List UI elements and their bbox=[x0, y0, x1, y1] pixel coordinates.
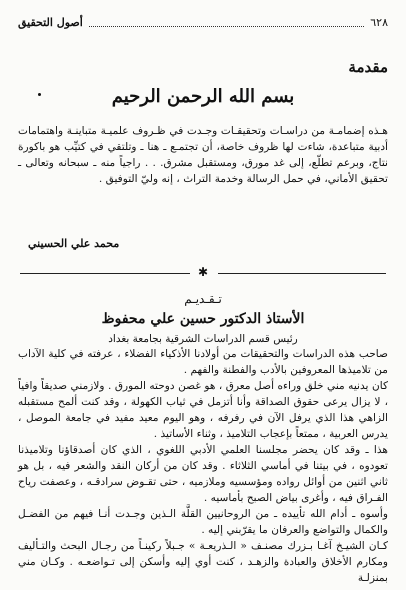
body-paragraph-1: صاحب هذه الدراسات والتحقيقات من أولادنا الأذكياء الفضلاء ، عرفته في كلية الآداب من تلاميذها المعروفين بالأدب والفطنة والفهم . bbox=[18, 348, 388, 376]
basmala: بسم الله الرحمن الرحيم bbox=[111, 86, 295, 107]
foreword-heading bbox=[0, 290, 406, 348]
divider-line-left bbox=[20, 273, 190, 274]
body-paragraph-3: هذا ـ وقد كان يحضر مجلسنا العلمي الأدبي اللغوي ، الذي كان أصدقاؤنا وتلاميذنا تعودوه ، في بيتنا في أماسي الثلاثاء . وقد كان من أركان النقد والشعر فيه ، بل هو ثاني اثنين من أوائل رواده ومؤسسيه وملازميه ، حتى تقـوض سرادقـه ، وعصفت رياح الفـراق فيه ، وأغرى بياض الصبح بأماسيه . bbox=[18, 444, 388, 504]
intro-text: هـذه إضمامـة من دراسـات وتحقيقـات وجـدت في ظـروف علميـة متباينـة واهتمامات أدبية متباعدة، شاءت لها ظروف خاصة، أن تجتمـع ـ هنا ـ وتلتقي في كتيِّب هو باكورة نتاج، وبرعم تطلّع، إلى غد مورق، ومستقبل مشرق. . . راجياً منه ـ سبحانه وتعالى ـ تحقيق الأماني، في حمل الرسالة وخدمة التراث ، إنه وليّ التوفيق . bbox=[18, 125, 388, 185]
running-head bbox=[18, 14, 388, 30]
dotted-leader bbox=[89, 18, 364, 27]
body-paragraph-4: وأسوه ـ أدام الله تأييده ـ من الروحانيين القلَّة الـذين وجـدت أنـا فيهم من الفضـل والكمال والتواضع والعرفان ما يقرّبني إليه . bbox=[18, 508, 388, 536]
section-title: مقدمة bbox=[348, 58, 388, 76]
intro-paragraph bbox=[18, 123, 388, 187]
foreword-title: تـقـديـم bbox=[184, 292, 222, 306]
body-paragraph-5: كـان الشيـخ آغـا بـزرك مصنـف « الـذريعـة » جـبلاً ركينـاً من رجـال البحث والتـأليف ومكارم الأخلاق والعبادة والزهـد ، كنت أوي إليه وأسكن إلى تـواضعـه . وكـان مني بمنزلـة bbox=[18, 540, 388, 584]
foreword-body bbox=[18, 346, 388, 586]
foreword-author: الأستاذ الدكتور حسين علي محفوظ bbox=[101, 311, 305, 327]
book-title: أصول التحقيق bbox=[18, 15, 83, 29]
section-divider bbox=[20, 265, 386, 280]
divider-star: ✱ bbox=[198, 265, 209, 279]
body-paragraph-2: كان يدنيه مني خلق وراءه أصل معرق ، هو غصن دوحته المورق . ولازمني صديقاً وافياً ، لا يزال يرعى حقوق الصداقة وأنا أتزمل في ثياب الكهولة ، وقد كنت ألمح مستقبله الزاهي هذا الذي يرفل الآن في رفرفه ، وهو اليوم معيد مفيد في جامعة الموصل ، يدرس العربية ، ممتعاً بإعجاب التلاميذ ، وثناء الأساتيذ . bbox=[18, 380, 388, 440]
page-number: ٦٢٨ bbox=[370, 15, 388, 29]
foreword-affiliation: رئيس قسم الدراسات الشرقية بجامعة بغداد bbox=[108, 333, 298, 345]
signature: محمد علي الحسيني bbox=[28, 237, 120, 250]
divider-line-right bbox=[218, 273, 386, 274]
print-speck bbox=[38, 93, 41, 96]
